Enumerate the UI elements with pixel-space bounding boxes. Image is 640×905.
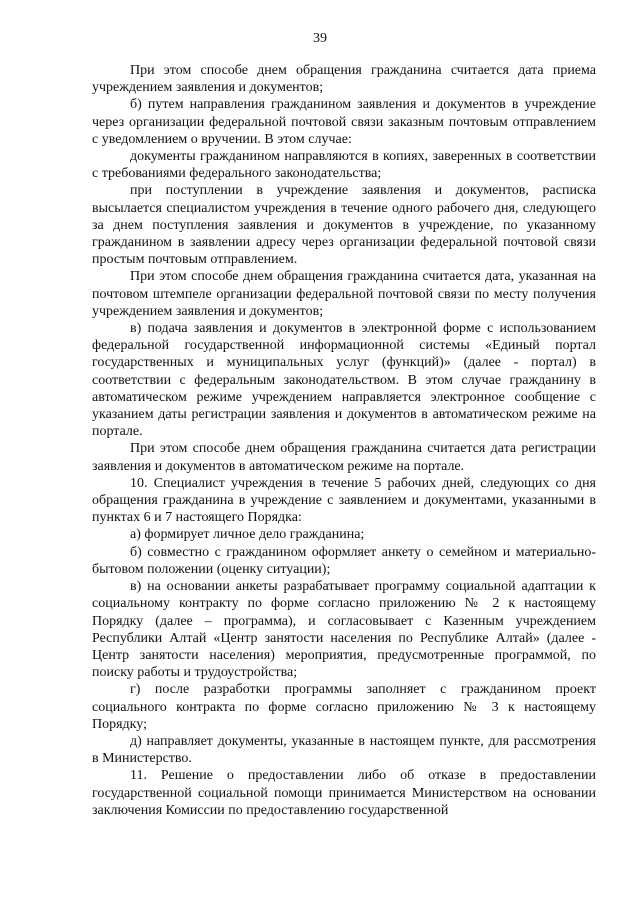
page-number: 39 bbox=[313, 31, 327, 46]
paragraph-14: 11. Решение о предоставлении либо об отказе в предоставлении государственной социальной помощи принимается Министерством на основании заключения Комиссии по предоставлению государственной bbox=[92, 768, 596, 818]
paragraph-3: документы гражданином направляются в копиях, заверенных в соответствии с требованиями федерального законодательства; bbox=[92, 149, 596, 182]
paragraph-11: в) на основании анкеты разрабатывает программу социальной адаптации к социальному контракту по форме согласно приложению № 2 к настоящему Порядку (далее – программа), и согласовывает с Казенным учреждением Республики Алтай «Центр занятости населения по Республике Алтай» (далее - Центр занятости населения) мероприятия, предусмотренные программой, по поиску работы и трудоустройства; bbox=[92, 579, 596, 681]
paragraph-8: 10. Специалист учреждения в течение 5 рабочих дней, следующих со дня обращения гражданина в учреждение с заявлением и документами, указанными в пунктах 6 и 7 настоящего Порядка: bbox=[92, 475, 596, 526]
paragraph-12: г) после разработки программы заполняет с гражданином проект социального контракта по форме согласно приложению № 3 к настоящему Порядку; bbox=[92, 682, 596, 732]
paragraph-2: б) путем направления гражданином заявления и документов в учреждение через организации федеральной почтовой связи заказным почтовым отправлением с уведомлением о вручении. В этом случае: bbox=[92, 97, 596, 147]
paragraph-10: б) совместно с гражданином оформляет анкету о семейном и материально-бытовом положении (оценку ситуации); bbox=[92, 544, 596, 577]
paragraph-1: При этом способе днем обращения гражданина считается дата приема учреждением заявления и документов; bbox=[92, 63, 596, 96]
paragraph-4: при поступлении в учреждение заявления и документов, расписка высылается специалистом учреждения в течение одного рабочего дня, следующего за днем поступления заявления и документов в учреждение, по указанному гражданином в заявлении адресу через организации федеральной почтовой связи простым почтовым отправлением. bbox=[92, 183, 596, 268]
paragraph-13: д) направляет документы, указанные в настоящем пункте, для рассмотрения в Министерство. bbox=[92, 733, 596, 767]
paragraph-7: При этом способе днем обращения гражданина считается дата регистрации заявления и документов в автоматическом режиме на портале. bbox=[92, 441, 596, 474]
paragraph-6: в) подача заявления и документов в электронной форме с использованием федеральной государственной информационной системы «Единый портал государственных и муниципальных услуг (функций)» (далее - портал) в соответствии с федеральным законодательством. В этом случае гражданину в автоматическом режиме учреждением направляется электронное сообщение с указанием даты регистрации заявления и документов в автоматическом режиме на портале. bbox=[92, 321, 596, 440]
paragraph-5: При этом способе днем обращения гражданина считается дата, указанная на почтовом штемпеле организации федеральной почтовой связи по месту получения учреждением заявления и документов; bbox=[92, 269, 596, 319]
paragraph-9: а) формирует личное дело гражданина; bbox=[130, 527, 365, 543]
document-body bbox=[92, 62, 596, 819]
